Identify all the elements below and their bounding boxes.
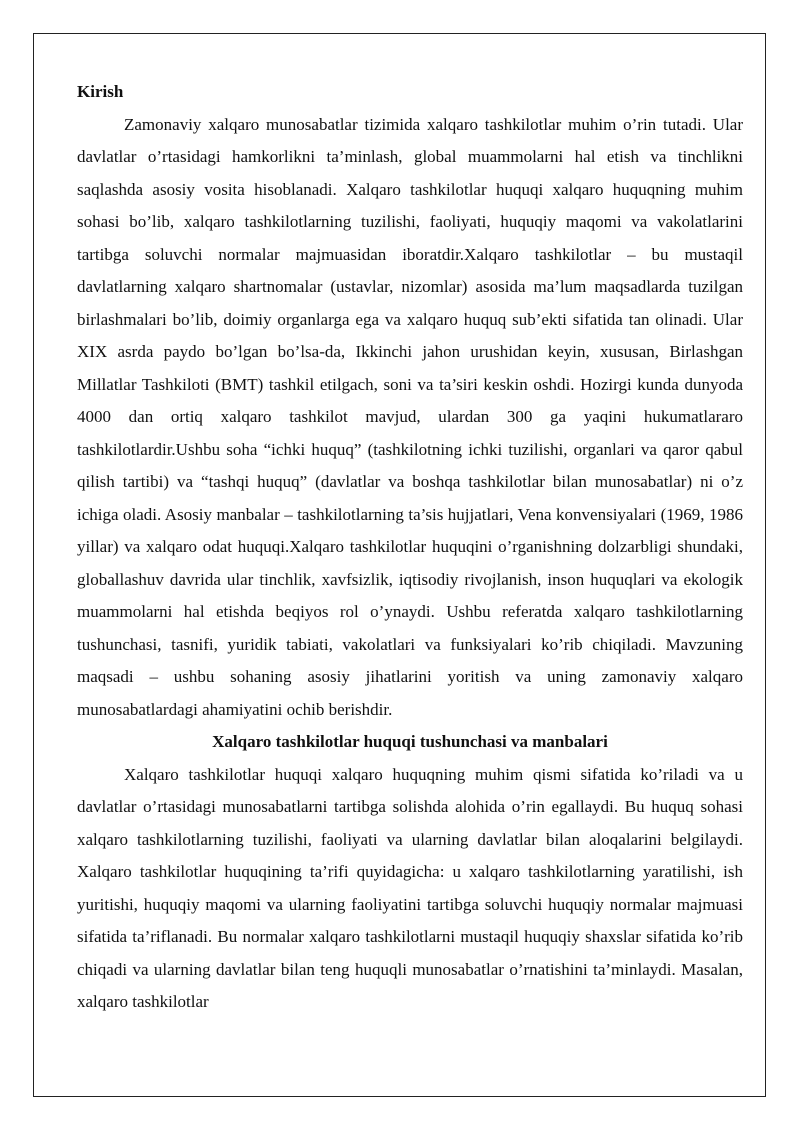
section-heading: Xalqaro tashkilotlar huquqi tushunchasi va manbalari [212,732,608,751]
document-page [33,33,766,1097]
intro-paragraph: Zamonaviy xalqaro munosabatlar tizimida xalqaro tashkilotlar muhim o’rin tutadi. Ular davlatlar o’rtasidagi hamkorlikni ta’minlash, global muammolarni hal etish va tinchlikni saqlashda asosiy vosita hisoblanadi. Xalqaro tashkilotlar huquqi xalqaro huquqning muhim sohasi bo’lib, xalqaro tashkilotlarning tuzilishi, faoliyati, huquqiy maqomi va vakolatlarini tartibga soluvchi normalar majmuasidan iboratdir.Xalqaro tashkilotlar – bu mustaqil davlatlarning xalqaro shartnomalar (ustavlar, nizomlar) asosida ma’lum maqsadlarda tuzilgan birlashmalari bo’lib, doimiy organlarga ega va xalqaro huquq sub’ekti sifatida tan olinadi. Ular XIX asrda paydo bo’lgan bo’lsa-da, Ikkinchi jahon urushidan keyin, xususan, Birlashgan Millatlar Tashkiloti (BMT) tashkil etilgach, soni va ta’siri keskin oshdi. Hozirgi kunda dunyoda 4000 dan ortiq xalqaro tashkilot mavjud, ulardan 300 ga yaqini hukumatlararo tashkilotlardir.Ushbu soha “ichki huquq” (tashkilotning ichki tuzilishi, organlari va qaror qabul qilish tartibi) va “tashqi huquq” (davlatlar va boshqa tashkilotlar bilan munosabatlar) ni o’z ichiga oladi. Asosiy manbalar – tashkilotlarning ta’sis hujjatlari, Vena konvensiyalari (1969, 1986 yillar) va xalqaro odat huquqi.Xalqaro tashkilotlar huquqini o’rganishning dolzarbligi shundaki, globallashuv davrida ular tinchlik, xavfsizlik, iqtisodiy rivojlanish, inson huquqlari va ekologik muammolarni hal etishda beqiyos rol o’ynaydi. Ushbu referatda xalqaro tashkilotlarning tushunchasi, tasnifi, yuridik tabiati, vakolatlari va funksiyalari ko’rib chiqiladi. Mavzuning maqsadi – ushbu sohaning asosiy jihatlarini yoritish va uning zamonaviy xalqaro munosabatlardagi ahamiyatini ochib berishdir. [77,114,743,719]
intro-heading: Kirish [77,82,124,101]
section-paragraph: Xalqaro tashkilotlar huquqi xalqaro huquqning muhim qismi sifatida ko’riladi va u davlatlar o’rtasidagi munosabatlarni tartibga solishda alohida o’rin egallaydi. Bu huquq sohasi xalqaro tashkilotlarning tuzilishi, faoliyati va ularning davlatlar bilan aloqalarini belgilaydi. Xalqaro tashkilotlar huquqining ta’rifi quyidagicha: u xalqaro tashkilotlarning yaratilishi, ish yuritishi, huquqiy maqomi va ularning faoliyatini tartibga soluvchi huquqiy normalar majmuasi sifatida ta’riflanadi. Bu normalar xalqaro tashkilotlarni mustaqil huquqiy shaxslar sifatida ko’rib chiqadi va ularning davlatlar bilan teng huquqli munosabatlar o’rnatishini ta’minlaydi. Masalan, xalqaro tashkilotlar [77,764,743,1011]
document-body [77,76,743,1019]
